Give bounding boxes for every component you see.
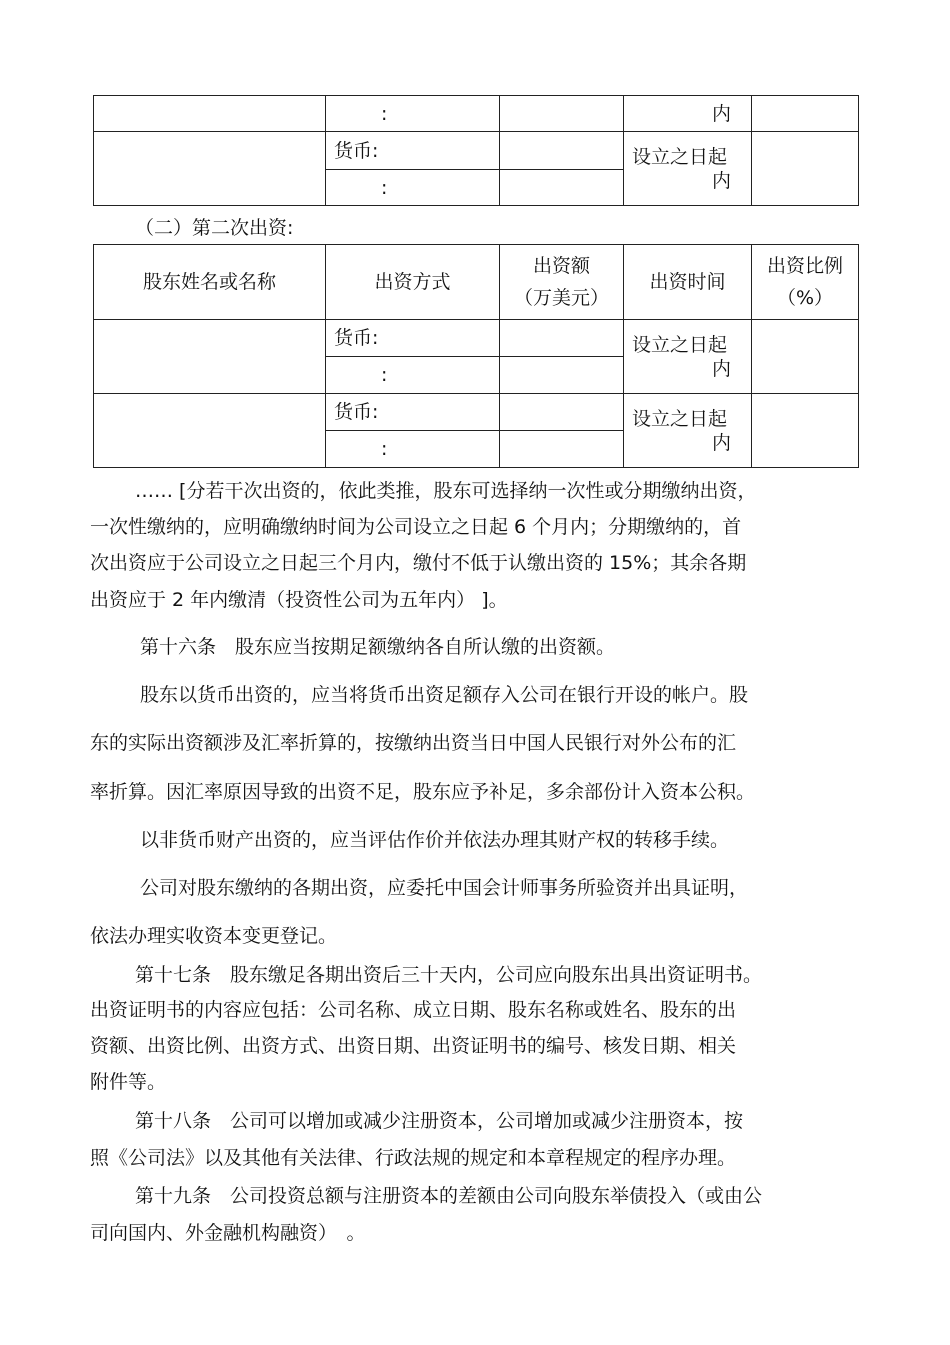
- shareholder-name-cell: [94, 320, 326, 394]
- table-row: [94, 96, 859, 132]
- article-18-line: 第十八条 公司可以增加或减少注册资本，公司增加或减少注册资本，按: [135, 1110, 744, 1132]
- method-cell: :: [326, 96, 500, 132]
- paragraph-currency-line: 率折算。因汇率原因导致的出资不足，股东应予补足，多余部份计入资本公积。: [90, 781, 756, 803]
- ratio-cell: [752, 132, 859, 206]
- paragraph-note-line: 次出资应于公司设立之日起三个月内，缴付不低于认缴出资的 15%；其余各期: [90, 552, 747, 574]
- paragraph-note-line: 出资应于 2 年内缴清（投资性公司为五年内） ]。: [90, 589, 508, 611]
- method-cell: 货币:: [326, 132, 500, 170]
- header-time: 出资时间: [624, 245, 752, 320]
- first-contribution-table: [93, 95, 859, 206]
- shareholder-name-cell: [94, 394, 326, 468]
- table-row: [94, 320, 859, 357]
- paragraph-note-line: 一次性缴纳的，应明确缴纳时间为公司设立之日起 6 个月内；分期缴纳的，首: [90, 516, 742, 538]
- amount-cell: [500, 96, 624, 132]
- paragraph-currency-line: 股东以货币出资的，应当将货币出资足额存入公司在银行开设的帐户。股: [140, 684, 749, 706]
- amount-cell: [500, 170, 624, 206]
- time-cell: 设立之日起 内: [624, 394, 752, 468]
- second-contribution-table: [93, 244, 859, 468]
- paragraph-non-currency: 以非货币财产出资的，应当评估作价并依法办理其财产权的转移手续。: [140, 829, 730, 851]
- amount-cell: [500, 132, 624, 170]
- amount-cell: [500, 320, 624, 357]
- article-16: 第十六条 股东应当按期足额缴纳各自所认缴的出资额。: [140, 636, 616, 658]
- ratio-cell: [752, 320, 859, 394]
- article-19-line: 第十九条 公司投资总额与注册资本的差额由公司向股东举债投入（或由公: [135, 1185, 763, 1207]
- article-18-line: 照《公司法》以及其他有关法律、行政法规的规定和本章程规定的程序办理。: [90, 1147, 737, 1169]
- table-row: [94, 394, 859, 431]
- article-17-line: 出资证明书的内容应包括：公司名称、成立日期、股东名称或姓名、股东的出: [90, 999, 737, 1021]
- table-row: [94, 132, 859, 170]
- method-cell: 货币:: [326, 320, 500, 357]
- shareholder-name-cell: [94, 132, 326, 206]
- paragraph-note-line: …… [分若干次出资的，依此类推，股东可选择纳一次性或分期缴纳出资，: [135, 480, 757, 502]
- article-19-line: 司向国内、外金融机构融资） 。: [90, 1222, 366, 1244]
- method-cell: :: [326, 170, 500, 206]
- paragraph-verification-line: 公司对股东缴纳的各期出资，应委托中国会计师事务所验资并出具证明，: [140, 877, 749, 899]
- paragraph-currency-line: 东的实际出资额涉及汇率折算的，按缴纳出资当日中国人民银行对外公布的汇: [90, 732, 737, 754]
- header-amount: 出资额 （万美元）: [500, 245, 624, 320]
- table-header-row: [94, 245, 859, 320]
- ratio-cell: [752, 394, 859, 468]
- ratio-cell: [752, 96, 859, 132]
- method-cell: :: [326, 431, 500, 468]
- time-cell: 内: [624, 96, 752, 132]
- shareholder-name-cell: [94, 96, 326, 132]
- time-cell: 设立之日起 内: [624, 320, 752, 394]
- amount-cell: [500, 394, 624, 431]
- article-17-line: 资额、出资比例、出资方式、出资日期、出资证明书的编号、核发日期、相关: [90, 1035, 737, 1057]
- time-cell: 设立之日起 内: [624, 132, 752, 206]
- method-cell: 货币:: [326, 394, 500, 431]
- header-method: 出资方式: [326, 245, 500, 320]
- method-cell: :: [326, 357, 500, 394]
- second-contribution-heading: （二）第二次出资:: [135, 217, 294, 239]
- header-ratio: 出资比例 （%）: [752, 245, 859, 320]
- header-shareholder-name: 股东姓名或名称: [94, 245, 326, 320]
- amount-cell: [500, 357, 624, 394]
- paragraph-verification-line: 依法办理实收资本变更登记。: [90, 925, 338, 947]
- article-17-line: 第十七条 股东缴足各期出资后三十天内，公司应向股东出具出资证明书。: [135, 964, 763, 986]
- article-17-line: 附件等。: [90, 1071, 167, 1093]
- amount-cell: [500, 431, 624, 468]
